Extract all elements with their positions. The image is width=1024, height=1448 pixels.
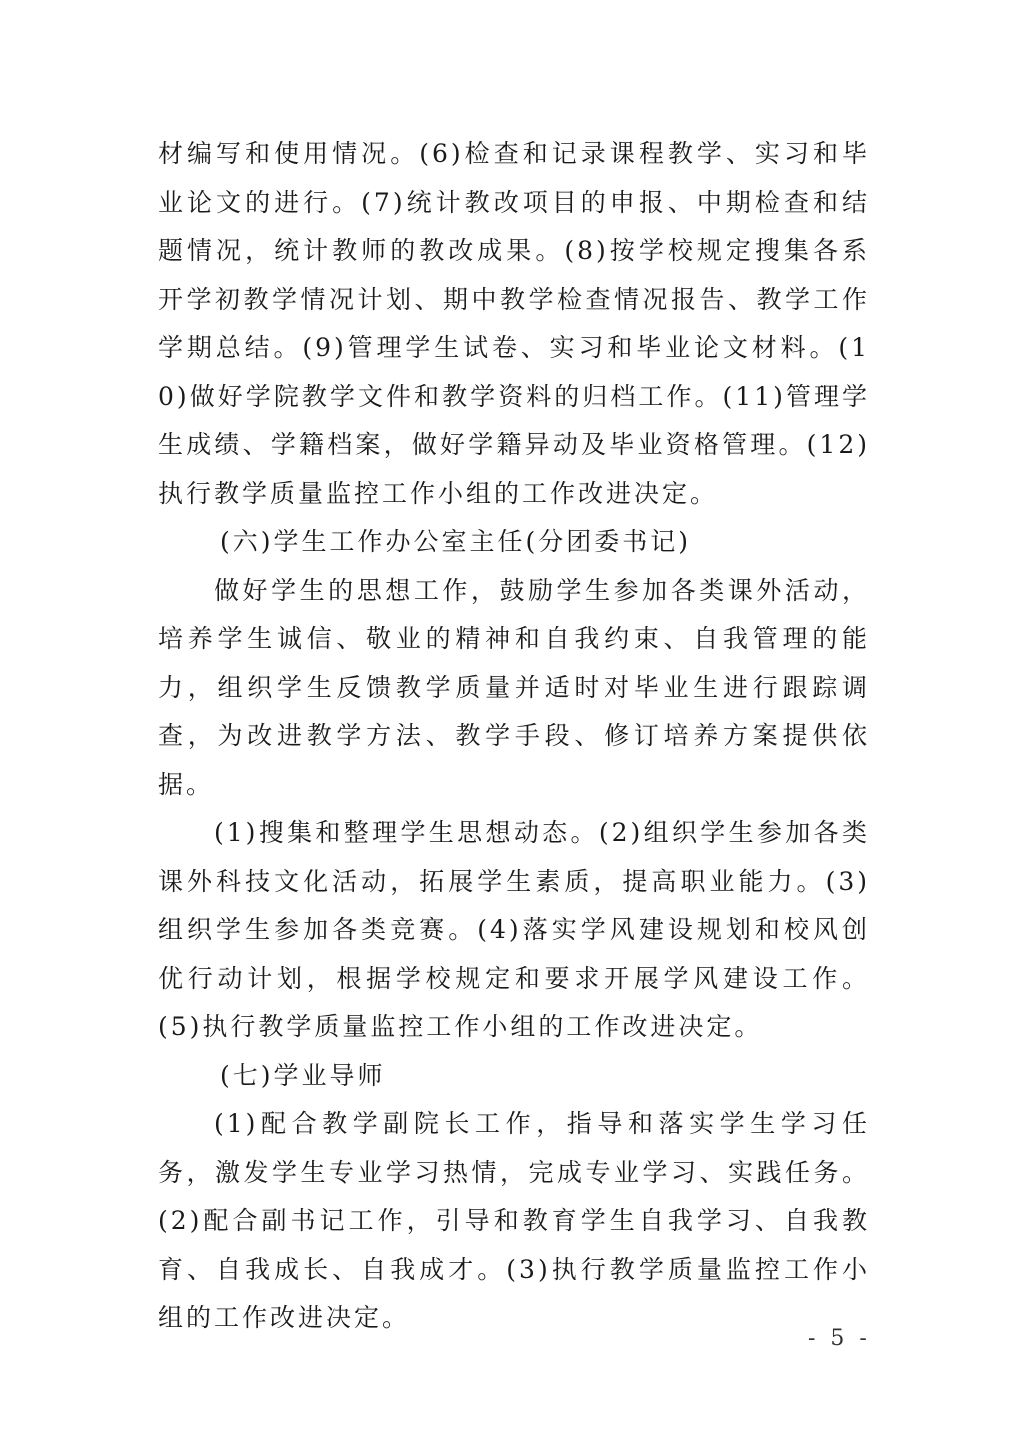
paragraph-continued: 材编写和使用情况。(6)检查和记录课程教学、实习和毕业论文的进行。(7)统计教改项目的申报、中期检查和结题情况，统计教师的教改成果。(8)按学校规定搜集各系开学初教学情况计划、期中教学检查情况报告、教学工作学期总结。(9)管理学生试卷、实习和毕业论文材料。(10)做好学院教学文件和教学资料的归档工作。(11)管理学生成绩、学籍档案，做好学籍异动及毕业资格管理。(12)执行教学质量监控工作小组的工作改进决定。 — [158, 139, 870, 508]
paragraph-student-affairs-overview: 做好学生的思想工作，鼓励学生参加各类课外活动，培养学生诚信、敬业的精神和自我约束、自我管理的能力，组织学生反馈教学质量并适时对毕业生进行跟踪调查，为改进教学方法、教学手段、修订培养方案提供依据。 — [158, 575, 870, 799]
document-body — [158, 130, 870, 1343]
section-heading-academic-advisor: (七)学业导师 — [220, 1060, 386, 1090]
section-heading-student-affairs: (六)学生工作办公室主任(分团委书记) — [220, 527, 692, 556]
page-number: - 5 - — [808, 1326, 871, 1351]
paragraph-student-affairs-duties: (1)搜集和整理学生思想动态。(2)组织学生参加各类课外科技文化活动，拓展学生素质，提高职业能力。(3)组织学生参加各类竞赛。(4)落实学风建设规划和校风创优行动计划，根据学校规定和要求开展学风建设工作。(5)执行教学质量监控工作小组的工作改进决定。 — [158, 818, 870, 1041]
paragraph-academic-advisor-duties: (1)配合教学副院长工作，指导和落实学生学习任务，激发学生专业学习热情，完成专业学习、实践任务。(2)配合副书记工作，引导和教育学生自我学习、自我教育、自我成长、自我成才。(3)执行教学质量监控工作小组的工作改进决定。 — [158, 1109, 870, 1332]
